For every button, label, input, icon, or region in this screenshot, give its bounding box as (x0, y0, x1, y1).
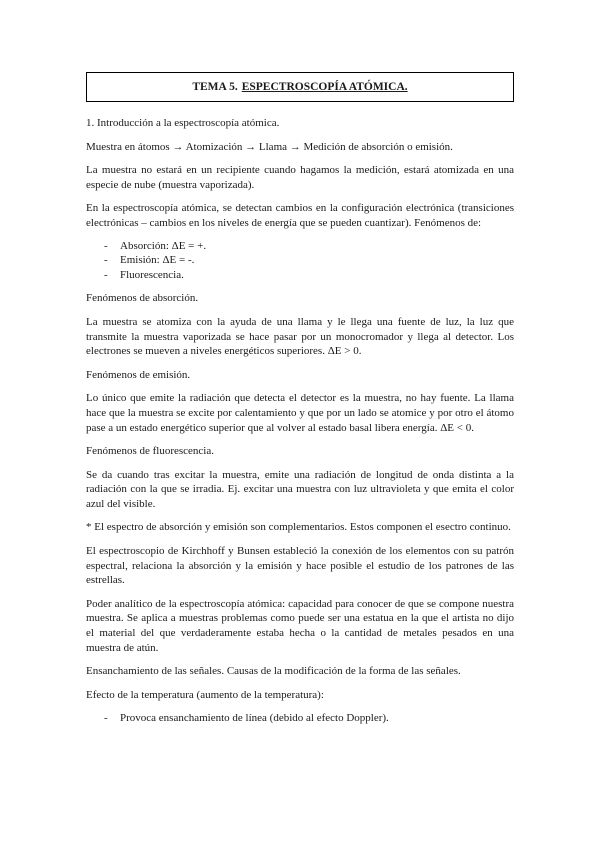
heading-absorption: Fenómenos de absorción. (86, 292, 199, 305)
paragraph-fluorescence: Se da cuando tras excitar la muestra, emite una radiación de longitud de onda distinta a la radiación con la que se irradia. Ej. excitar una muestra con luz ultravioleta y que emita el color azul del visible. (86, 468, 514, 510)
list-item: - Provoca ensanchamiento de línea (debido al efecto Doppler). (104, 712, 389, 725)
heading-fluorescence: Fenómenos de fluorescencia. (86, 445, 214, 458)
section-heading-intro: 1. Introducción a la espectroscopía atómica. (86, 117, 280, 129)
list-item: - Fluorescencia. (104, 268, 184, 281)
paragraph-analytic-power: Poder analítico de la espectroscopía atómica: capacidad para conocer de que se compone nuestra muestra. Se aplica a muestras problemas como puede ser una estatua en la que el artista no dijo el material del que verdaderamente estaba hecha o la cantidad de metales pesados en una muestra de atún. (86, 597, 514, 654)
document-page (86, 72, 514, 735)
list-item: - Absorción: ΔE = +. (104, 239, 207, 252)
title-box (86, 72, 514, 102)
temperature-list (86, 711, 514, 726)
paragraph-broadening: Ensanchamiento de las señales. Causas de la modificación de la forma de las señales. (86, 665, 461, 678)
heading-emission: Fenómenos de emisión. (86, 368, 191, 381)
paragraph-absorption: La muestra se atomiza con la ayuda de una llama y le llega una fuente de luz, la luz que transmite la muestra vaporizada se hace pasar por un monocromador y llega al detector. Los electrones se mueven a niveles energéticos superiores. ΔE > 0. (86, 315, 514, 358)
phenomena-list (86, 239, 514, 283)
process-flow: Muestra en átomos → Atomización → Llama → Medición de absorción o emisión. (86, 140, 453, 153)
paragraph-emission: Lo único que emite la radiación que detecta el detector es la muestra, no hay fuente. La llama hace que la muestra se excite por calentamiento y que por un lado se atomice y por otro el átomo pase a un estado energético superior que al volver al estado basal libera energía. ΔE < 0. (86, 392, 514, 434)
paragraph-sample: La muestra no estará en un recipiente cuando hagamos la medición, estará atomizada en una especie de nube (muestra vaporizada). (86, 164, 514, 191)
paragraph-kirchhoff: El espectroscopio de Kirchhoff y Bunsen estableció la conexión de los elementos con su patrón espectral, relaciona la absorción y la emisión y hace posible el estudio de los patrones de las estrellas. (86, 545, 514, 587)
title-prefix: TEMA 5. (192, 81, 238, 93)
paragraph-temperature: Efecto de la temperatura (aumento de la temperatura): (86, 688, 324, 701)
paragraph-changes: En la espectroscopía atómica, se detectan cambios en la configuración electrónica (transiciones electrónicas – cambios en los niveles de energía que se pueden cuantizar). Fenómenos de: (86, 202, 514, 229)
list-item: - Emisión: ΔE = -. (104, 254, 195, 267)
title-main: ESPECTROSCOPÍA ATÓMICA. (241, 81, 408, 93)
paragraph-spectrum: * El espectro de absorción y emisión son complementarios. Estos componen el esectro continuo. (86, 521, 511, 534)
